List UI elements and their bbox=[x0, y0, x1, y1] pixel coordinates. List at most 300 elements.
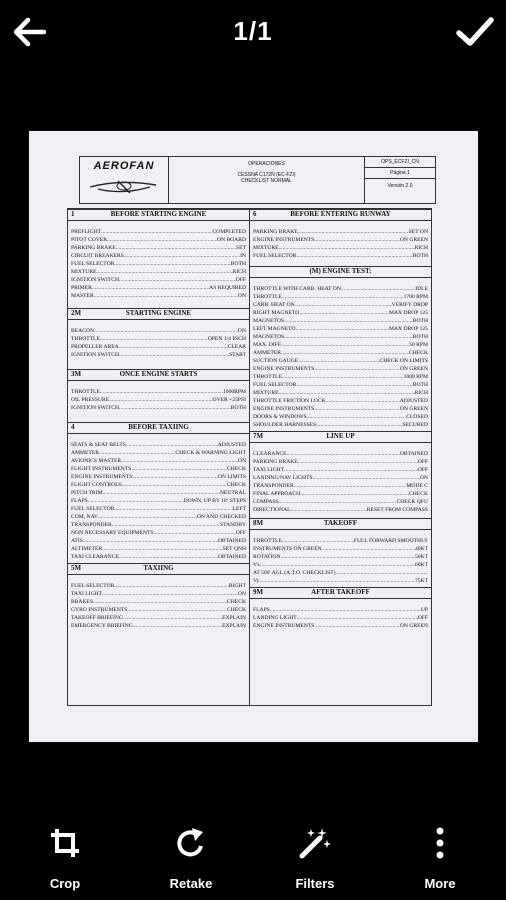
checklist-item bbox=[250, 450, 431, 458]
item-name: LANDING LIGHT bbox=[253, 615, 297, 621]
item-name: ROTATION bbox=[253, 554, 281, 560]
item-action: BOTH bbox=[230, 405, 246, 411]
dot-leader bbox=[270, 606, 421, 614]
dot-leader bbox=[114, 505, 232, 513]
item-action: CHECK bbox=[227, 482, 246, 488]
item-action: IDLE bbox=[415, 286, 428, 292]
dot-leader bbox=[282, 373, 404, 381]
dot-leader bbox=[296, 325, 390, 333]
checklist-section bbox=[250, 209, 431, 260]
dot-leader bbox=[284, 466, 418, 474]
checklist-item bbox=[250, 482, 431, 490]
item-name: FUEL SELECTOR bbox=[253, 253, 297, 259]
airplane-logo-icon bbox=[80, 171, 166, 201]
item-action: CLEAR bbox=[227, 344, 246, 350]
checklist-item bbox=[250, 614, 431, 622]
header-page: Página 1 bbox=[365, 168, 435, 179]
checklist-section bbox=[250, 266, 431, 429]
item-name: TAXI LIGHT bbox=[71, 591, 103, 597]
section-heading bbox=[250, 431, 431, 443]
section-title: BEFORE TAXIING bbox=[128, 423, 189, 431]
item-action: 1000 RPM bbox=[403, 374, 428, 380]
dot-leader bbox=[153, 529, 235, 537]
item-name: PRIMER bbox=[71, 285, 92, 291]
item-action: BOTH bbox=[230, 261, 246, 267]
item-name: SUCTION GAUGE bbox=[253, 358, 299, 364]
item-action: CHECK QFU bbox=[396, 499, 428, 505]
dot-leader bbox=[296, 252, 412, 260]
item-action: CHECK & WARNING LIGHT bbox=[175, 450, 246, 456]
item-action: ON bbox=[237, 328, 246, 334]
item-action: RESET FROM COMPASS bbox=[366, 507, 428, 513]
checklist-item bbox=[68, 582, 249, 590]
checklist-item bbox=[68, 284, 249, 292]
item-name: ENGINE INSTRUMENTS bbox=[71, 474, 133, 480]
checklist-item bbox=[68, 260, 249, 268]
dot-leader bbox=[122, 481, 227, 489]
checklist-section bbox=[68, 308, 249, 359]
item-action: SET bbox=[236, 245, 246, 251]
dot-leader bbox=[101, 228, 212, 236]
item-action: 75KT bbox=[414, 578, 428, 584]
section-title: AFTER TAKEOFF bbox=[311, 588, 370, 596]
section-heading bbox=[250, 266, 431, 278]
item-name: IGNITION SWITCH bbox=[71, 277, 120, 283]
checklist-item bbox=[250, 458, 431, 466]
item-action: ON GREEN bbox=[399, 623, 428, 629]
dot-leader bbox=[278, 244, 414, 252]
section-number: 7M bbox=[253, 432, 264, 440]
item-action: OFF bbox=[417, 615, 428, 621]
section-title: STARTING ENGINE bbox=[125, 309, 192, 317]
item-name: TAXI LIGHT bbox=[253, 467, 285, 473]
item-action: ADJUSTED bbox=[217, 442, 246, 448]
checklist-item bbox=[250, 622, 431, 630]
section-number: 4 bbox=[71, 423, 75, 431]
item-action: COMPLETED bbox=[212, 229, 246, 235]
checklist-item bbox=[68, 236, 249, 244]
checklist-item bbox=[250, 506, 431, 514]
item-name: RIGHT MAGNETO bbox=[253, 310, 300, 316]
dot-leader bbox=[281, 341, 409, 349]
item-name: TRANSPONDER bbox=[71, 522, 112, 528]
checklist-item bbox=[250, 577, 431, 585]
item-action: AS REQUIRED bbox=[209, 285, 246, 291]
section-heading bbox=[250, 518, 431, 530]
item-name: ALTIMETER bbox=[71, 546, 103, 552]
dot-leader bbox=[100, 335, 208, 343]
item-name: PROPELLER AREA bbox=[71, 344, 119, 350]
item-action: SECURED bbox=[402, 422, 428, 428]
item-action: CHECK bbox=[227, 466, 246, 472]
item-action: ON BOARD bbox=[216, 237, 246, 243]
item-action: MAX DROP 125 bbox=[389, 310, 428, 316]
retake-label: Retake bbox=[169, 876, 213, 891]
item-action: OBTAINED bbox=[217, 538, 246, 544]
checklist-section bbox=[250, 518, 431, 585]
item-action: MODE C bbox=[406, 483, 428, 489]
checklist-item bbox=[250, 228, 431, 236]
section-heading bbox=[68, 369, 249, 381]
checklist-section bbox=[68, 209, 249, 300]
item-name: FUEL SELECTOR bbox=[71, 261, 115, 267]
item-action: 60KT bbox=[414, 562, 428, 568]
dot-leader bbox=[96, 268, 232, 276]
checklist-item bbox=[250, 309, 431, 317]
item-name: MAX. DIFF bbox=[253, 342, 281, 348]
dot-leader bbox=[260, 561, 415, 569]
dot-leader bbox=[294, 482, 407, 490]
dot-leader bbox=[94, 327, 238, 335]
item-name: Vy bbox=[253, 578, 260, 584]
dot-leader bbox=[278, 389, 414, 397]
dot-leader bbox=[100, 388, 223, 396]
more-label: More bbox=[424, 876, 456, 891]
dot-leader bbox=[295, 301, 392, 309]
checklist-item bbox=[250, 285, 431, 293]
section-heading bbox=[68, 308, 249, 320]
retake-icon bbox=[174, 826, 208, 860]
item-action: MAX DROP 125 bbox=[389, 326, 428, 332]
item-name: PARKING BRAKE bbox=[253, 229, 298, 235]
item-name: CIRCUIT BREAKERS bbox=[71, 253, 124, 259]
item-name: DOORS & WINDOWS bbox=[253, 414, 307, 420]
section-number: 2M bbox=[71, 309, 82, 317]
item-name: MIXTURE bbox=[253, 390, 279, 396]
dot-leader bbox=[121, 457, 238, 465]
item-name: AVIONICS MASTER bbox=[71, 458, 122, 464]
more-button[interactable] bbox=[395, 826, 485, 891]
dot-leader bbox=[119, 343, 228, 351]
dot-leader bbox=[94, 292, 238, 300]
item-action: CHECK bbox=[409, 491, 428, 497]
dot-leader bbox=[296, 381, 412, 389]
checklist-item bbox=[68, 529, 249, 537]
dot-leader bbox=[284, 333, 413, 341]
section-title: (M) ENGINE TEST: bbox=[309, 267, 372, 275]
header-code: OPS_ECFZI_CN bbox=[365, 157, 435, 168]
item-name: THROTTLE bbox=[71, 389, 100, 395]
checklist-section bbox=[250, 431, 431, 514]
checklist-item bbox=[68, 598, 249, 606]
retake-button[interactable] bbox=[146, 826, 236, 891]
dot-leader bbox=[109, 396, 212, 404]
checklist-sheet bbox=[67, 156, 435, 704]
item-action: SET QNH bbox=[222, 546, 246, 552]
item-name: FUEL SELECTOR bbox=[253, 382, 297, 388]
item-action: ON GREEN bbox=[399, 406, 428, 412]
item-action: STANDBY bbox=[220, 522, 246, 528]
checklist-item bbox=[250, 569, 431, 577]
checklist-item bbox=[250, 236, 431, 244]
item-name: MASTER bbox=[71, 293, 94, 299]
item-action: IN bbox=[240, 253, 246, 259]
header-ops: OPERACIONES bbox=[248, 161, 285, 167]
dot-leader bbox=[127, 606, 227, 614]
checklist-item bbox=[250, 561, 431, 569]
dot-leader bbox=[298, 228, 409, 236]
checklist-item bbox=[68, 335, 249, 343]
item-action: FULL FORWARD SMOOTHLY bbox=[353, 538, 428, 544]
item-action: ON bbox=[237, 591, 246, 597]
dot-leader bbox=[314, 236, 400, 244]
item-name: TAKEOFF BRIEFING bbox=[71, 615, 123, 621]
item-name: COM, NAV bbox=[71, 514, 98, 520]
item-action: CHECK bbox=[227, 607, 246, 613]
item-name: THROTTLE FRICTION LOCK bbox=[253, 398, 326, 404]
filters-button[interactable] bbox=[270, 826, 360, 891]
item-name: MIXTURE bbox=[253, 245, 279, 251]
section-title: BEFORE ENTERING RUNWAY bbox=[290, 210, 391, 218]
item-action: BOTH bbox=[412, 253, 428, 259]
item-name: SEATS & SEAT BELTS bbox=[71, 442, 126, 448]
checklist-item bbox=[250, 349, 431, 357]
checklist-item bbox=[68, 292, 249, 300]
item-name: FLAPS bbox=[71, 498, 88, 504]
checklist-item bbox=[250, 421, 431, 429]
dot-leader bbox=[341, 285, 415, 293]
item-action: OBTAINED bbox=[217, 554, 246, 560]
section-title: TAKEOFF bbox=[323, 519, 358, 527]
item-action: RICH bbox=[414, 245, 428, 251]
item-action: ON bbox=[237, 293, 246, 299]
checklist-item bbox=[250, 301, 431, 309]
filters-icon bbox=[298, 826, 332, 860]
checklist-item bbox=[68, 614, 249, 622]
item-name: ATIS bbox=[71, 538, 83, 544]
header-aircraft: CESSNA C172N (EC-FZI) bbox=[237, 171, 296, 178]
item-name: THROTTLE WITH CARB. HEAT ON bbox=[253, 286, 341, 292]
checklist-item bbox=[250, 606, 431, 614]
item-action: VERIFY DROP bbox=[391, 302, 428, 308]
section-number: 5M bbox=[71, 564, 82, 572]
item-name: INSTRUMENTS ON GREEN bbox=[253, 546, 322, 552]
item-action: ADJUSTED bbox=[399, 398, 428, 404]
section-number: 3M bbox=[71, 370, 82, 378]
page-counter: 1/1 bbox=[233, 16, 273, 46]
dot-leader bbox=[102, 590, 238, 598]
dot-leader bbox=[314, 405, 400, 413]
item-name: MAGNETOS bbox=[253, 318, 284, 324]
item-action: EXPLAIN bbox=[222, 615, 246, 621]
checklist-item bbox=[68, 553, 249, 561]
dot-leader bbox=[114, 260, 230, 268]
checklist-item bbox=[250, 373, 431, 381]
item-name: THROTTLE bbox=[71, 336, 100, 342]
item-name: MAGNETOS bbox=[253, 334, 284, 340]
item-action: NEUTRAL bbox=[219, 490, 246, 496]
item-name: PITCH TRIM bbox=[71, 490, 103, 496]
filters-label: Filters bbox=[295, 876, 335, 891]
dot-leader bbox=[313, 474, 420, 482]
dot-leader bbox=[281, 349, 409, 357]
checklist-section bbox=[68, 563, 249, 630]
dot-leader bbox=[335, 569, 428, 577]
item-action: 50KT bbox=[414, 554, 428, 560]
dot-leader bbox=[99, 449, 175, 457]
checklist-item bbox=[250, 405, 431, 413]
item-name: PARKING BRAKE bbox=[253, 459, 298, 465]
item-name: LANDING/NAV LIGHTS bbox=[253, 475, 313, 481]
section-number: 8M bbox=[253, 519, 264, 527]
section-heading bbox=[68, 209, 249, 221]
checklist-item bbox=[250, 333, 431, 341]
checklist-item bbox=[68, 513, 249, 521]
item-action: ON GREEN bbox=[399, 366, 428, 372]
check-icon bbox=[454, 14, 496, 50]
checklist-item bbox=[250, 389, 431, 397]
dot-leader bbox=[282, 537, 354, 545]
item-action: BOTH bbox=[412, 334, 428, 340]
checklist-item bbox=[68, 327, 249, 335]
item-name: CLEARANCE bbox=[253, 451, 287, 457]
crop-icon bbox=[48, 826, 82, 860]
section-heading bbox=[68, 422, 249, 434]
confirm-button[interactable] bbox=[454, 14, 496, 50]
dot-leader bbox=[126, 441, 218, 449]
checklist-item bbox=[68, 606, 249, 614]
item-action: OFF bbox=[235, 530, 246, 536]
item-action: ON LIMITS bbox=[217, 474, 246, 480]
checklist-item bbox=[250, 293, 431, 301]
dot-leader bbox=[326, 397, 400, 405]
checklist-item bbox=[250, 466, 431, 474]
item-name: THROTTLE bbox=[253, 374, 282, 380]
dot-leader bbox=[132, 473, 218, 481]
section-number: 6 bbox=[253, 210, 257, 218]
checklist-item bbox=[68, 404, 249, 412]
section-number: 9M bbox=[253, 588, 264, 596]
item-action: OPEN 1/4 INCH bbox=[207, 336, 246, 342]
checklist-section bbox=[68, 369, 249, 412]
checklist-item bbox=[68, 396, 249, 404]
dot-leader bbox=[119, 553, 218, 561]
checklist-item bbox=[68, 343, 249, 351]
checklist-item bbox=[250, 413, 431, 421]
section-title: BEFORE STARTING ENGINE bbox=[110, 210, 207, 218]
item-action: DOWN, UP BY 10º STEPS bbox=[183, 498, 246, 504]
checklist-item bbox=[68, 457, 249, 465]
dot-leader bbox=[92, 284, 209, 292]
checklist-item bbox=[68, 473, 249, 481]
checklist-item bbox=[250, 553, 431, 561]
item-name: CARB. HEAT ON bbox=[253, 302, 295, 308]
dot-leader bbox=[314, 622, 400, 630]
item-name: IGNITION SWITCH bbox=[71, 405, 120, 411]
item-name: FLIGHT CONTROLS bbox=[71, 482, 122, 488]
dot-leader bbox=[298, 458, 418, 466]
item-name: PARKING BRAKE bbox=[71, 245, 116, 251]
checklist-item bbox=[68, 268, 249, 276]
dot-leader bbox=[83, 537, 218, 545]
dot-leader bbox=[119, 276, 236, 284]
dot-leader bbox=[102, 545, 222, 553]
item-name: GYRO INSTRUMENTS bbox=[71, 607, 128, 613]
crop-button[interactable] bbox=[20, 826, 110, 891]
item-name: NON NECESSARY EQUIPMENTS bbox=[71, 530, 154, 536]
item-name: FINAL APPROACH bbox=[253, 491, 301, 497]
item-action: OVER +25PSI bbox=[212, 397, 246, 403]
item-action: ON GREEN bbox=[399, 237, 428, 243]
checklist-item bbox=[68, 351, 249, 359]
item-action: 40KT bbox=[414, 546, 428, 552]
top-toolbar bbox=[0, 0, 506, 64]
dot-leader bbox=[114, 582, 229, 590]
checklist-item bbox=[68, 252, 249, 260]
scanned-document[interactable] bbox=[29, 131, 478, 742]
dot-leader bbox=[307, 413, 407, 421]
item-action: ON bbox=[237, 458, 246, 464]
company-logo: AEROFAN bbox=[80, 157, 169, 203]
dot-leader bbox=[119, 351, 229, 359]
dot-leader bbox=[300, 490, 409, 498]
item-action: ON bbox=[419, 475, 428, 481]
item-name: ENGINE INSTRUMENTS bbox=[253, 237, 315, 243]
dot-leader bbox=[281, 553, 415, 561]
section-title: LINE UP bbox=[326, 432, 355, 440]
dot-leader bbox=[116, 244, 236, 252]
section-title: TAXIING bbox=[143, 564, 174, 572]
item-name: BEACON bbox=[71, 328, 94, 334]
item-name: EMERGENCY BRIEFING bbox=[71, 623, 133, 629]
checklist-item bbox=[250, 317, 431, 325]
checklist-item bbox=[250, 490, 431, 498]
item-name: IGNITION SWITCH bbox=[71, 352, 120, 358]
checklist-item bbox=[250, 498, 431, 506]
checklist-item bbox=[250, 365, 431, 373]
crop-label: Crop bbox=[49, 876, 81, 891]
header-right bbox=[365, 157, 435, 203]
dot-leader bbox=[107, 236, 217, 244]
dot-leader bbox=[314, 365, 400, 373]
checklist-item bbox=[68, 545, 249, 553]
document-header bbox=[79, 156, 436, 204]
item-name: ENGINE INSTRUMENTS bbox=[253, 623, 315, 629]
dot-leader bbox=[93, 598, 227, 606]
item-action: OBTAINED bbox=[399, 451, 428, 457]
section-heading bbox=[250, 587, 431, 599]
checklist-item bbox=[68, 537, 249, 545]
item-name: BRAKES bbox=[71, 599, 94, 605]
item-action: 1700 RPM bbox=[403, 294, 428, 300]
checklist-item bbox=[68, 228, 249, 236]
more-vertical-icon bbox=[423, 826, 457, 860]
item-name: TRANSPONDER bbox=[253, 483, 294, 489]
checklist-item bbox=[68, 276, 249, 284]
item-action: START bbox=[229, 352, 246, 358]
item-name: THROTTLE bbox=[253, 294, 282, 300]
dot-leader bbox=[291, 506, 367, 514]
item-name: MIXTURE bbox=[71, 269, 97, 275]
item-name: TAXI CLEARANCE bbox=[71, 554, 119, 560]
dot-leader bbox=[124, 252, 240, 260]
item-action: OFF bbox=[417, 467, 428, 473]
dot-leader bbox=[98, 513, 197, 521]
checklist-item bbox=[68, 449, 249, 457]
item-name: ENGINE INSTRUMENTS bbox=[253, 366, 315, 372]
right-column bbox=[249, 208, 432, 706]
item-name: PITOT COVER bbox=[71, 237, 108, 243]
dot-leader bbox=[297, 614, 418, 622]
dot-leader bbox=[282, 293, 404, 301]
section-title: ONCE ENGINE STARTS bbox=[119, 370, 198, 378]
dot-leader bbox=[259, 577, 415, 585]
dot-leader bbox=[279, 498, 397, 506]
item-name: PREFLIGHT bbox=[71, 229, 102, 235]
item-action: BOTH bbox=[412, 318, 428, 324]
item-name: SHOULDER HARNESSES bbox=[253, 422, 317, 428]
checklist-item bbox=[68, 244, 249, 252]
